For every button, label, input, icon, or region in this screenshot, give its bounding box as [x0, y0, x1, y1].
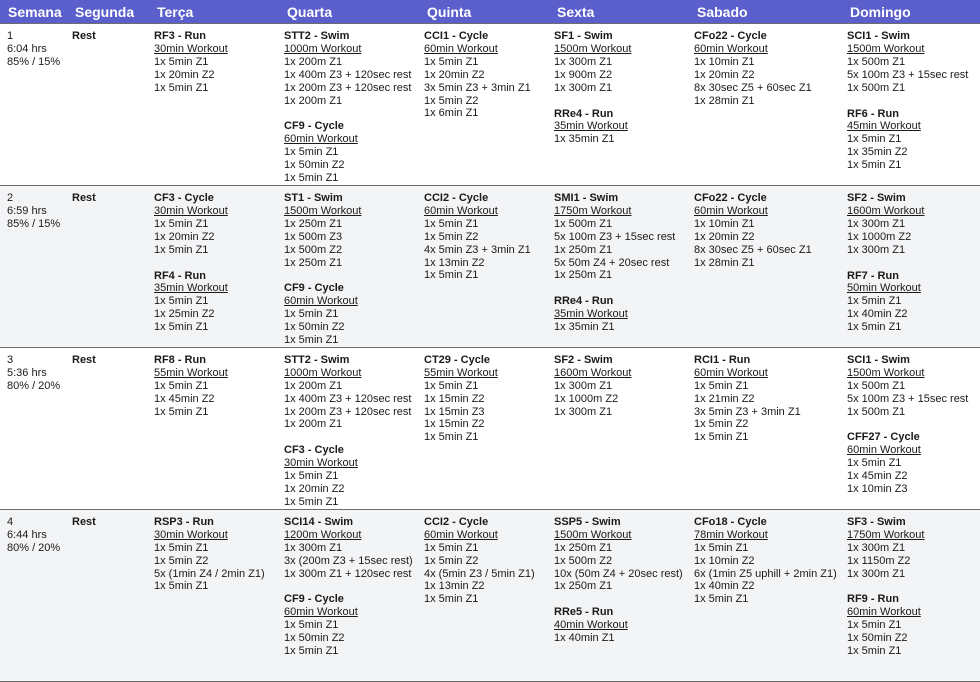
workout-step: 1x 20min Z2: [694, 230, 755, 243]
week-duration: 6:44 hrs: [7, 528, 47, 541]
workout-step: 1x 5min Z1: [424, 217, 479, 230]
workout-step: 1x 5min Z1: [284, 645, 339, 658]
workout-step: 1x 300m Z1: [554, 379, 613, 392]
workout-step: 1x 300m Z1: [554, 405, 613, 418]
workout-step: 1x 1000m Z2: [847, 230, 912, 243]
workout-step: 1x 300m Z1: [847, 243, 906, 256]
workout-title: RF6 - Run: [847, 107, 899, 120]
workout-step: 1x 250m Z1: [554, 269, 613, 282]
workout-step: 1x 10min Z1: [694, 55, 755, 68]
workout-step: 5x 100m Z3 + 15sec rest: [847, 68, 969, 81]
workout-step: 1x 200m Z1: [284, 379, 343, 392]
workout-link[interactable]: 55min Workout: [424, 366, 498, 379]
header-row: [0, 0, 980, 24]
day-cell-friday: [549, 24, 689, 186]
workout-title: CFo22 - Cycle: [694, 30, 767, 42]
workout-step: 8x 30sec Z5 + 60sec Z1: [694, 81, 812, 94]
workout-step: 1x 400m Z3 + 120sec rest: [284, 392, 412, 405]
workout-block: [554, 192, 685, 282]
workout-step: 1x 10min Z1: [694, 217, 755, 230]
workout-step: 1x 5min Z1: [154, 81, 209, 94]
workout-step: 1x 500m Z2: [554, 554, 613, 567]
workout-link[interactable]: 60min Workout: [424, 42, 498, 55]
workout-step: 1x 20min Z2: [694, 68, 755, 81]
workout-title: CCI2 - Cycle: [424, 515, 489, 528]
workout-step: 1x 500m Z1: [847, 405, 906, 418]
workout-step: 1x 15min Z2: [424, 392, 485, 405]
workout-link[interactable]: 60min Workout: [284, 133, 358, 146]
workout-title: SF2 - Swim: [847, 191, 906, 204]
workout-block: [694, 192, 838, 269]
workout-step: 1x 5min Z2: [424, 554, 479, 567]
workout-step: 1x 10min Z3: [847, 483, 908, 496]
day-cell-wednesday: [279, 347, 419, 509]
workout-title: RSP3 - Run: [154, 515, 214, 528]
week-summary-cell: [0, 24, 67, 186]
workout-title: CFF27 - Cycle: [847, 431, 920, 444]
workout-step: 1x 5min Z1: [154, 321, 209, 334]
monday-rest-cell: Rest: [72, 353, 96, 366]
workout-step: 1x 40min Z1: [554, 632, 615, 645]
workout-step: 1x 45min Z2: [847, 470, 908, 483]
workout-step: 1x 5min Z1: [284, 308, 339, 321]
workout-block: [154, 354, 275, 419]
workout-block: [154, 516, 275, 593]
day-cell-saturday: [689, 509, 842, 681]
workout-step: 1x 5min Z1: [847, 321, 902, 334]
week-number: 2: [7, 191, 14, 204]
day-cell-friday: [549, 509, 689, 681]
workout-step: 1x 300m Z1: [554, 81, 613, 94]
workout-step: 1x 5min Z1: [284, 496, 339, 508]
workout-block: [847, 270, 976, 335]
workout-title: CFo18 - Cycle: [694, 515, 767, 528]
workout-link[interactable]: 1500m Workout: [284, 204, 362, 217]
workout-step: 1x 35min Z1: [554, 133, 615, 146]
workout-step: 1x 5min Z1: [847, 457, 902, 470]
workout-step: 1x 400m Z3 + 120sec rest: [284, 68, 412, 81]
workout-link[interactable]: 60min Workout: [694, 204, 768, 217]
workout-step: 1x 5min Z1: [424, 55, 479, 68]
workout-block: [284, 593, 415, 658]
workout-step: 1x 5min Z1: [847, 295, 902, 308]
workout-block: [847, 516, 976, 581]
workout-block: [424, 30, 545, 120]
workout-step: 1x 5min Z1: [154, 379, 209, 392]
week-intensity-split: 85% / 15%: [7, 55, 61, 68]
workout-link[interactable]: 35min Workout: [554, 308, 628, 321]
day-cell-tuesday: [149, 347, 279, 509]
workout-title: SF3 - Swim: [847, 515, 906, 528]
workout-block: [847, 192, 976, 257]
workout-step: 8x 30sec Z5 + 60sec Z1: [694, 243, 812, 256]
day-cell-saturday: [689, 185, 842, 347]
workout-title: SSP5 - Swim: [554, 515, 621, 528]
workout-step: 1x 28min Z1: [694, 94, 755, 107]
workout-step: 1x 10min Z2: [694, 554, 755, 567]
workout-step: 1x 500m Z1: [847, 55, 906, 68]
workout-block: [847, 30, 976, 95]
workout-step: 1x 5min Z1: [154, 217, 209, 230]
workout-step: 1x 300m Z1: [847, 217, 906, 230]
workout-step: 1x 250m Z1: [554, 243, 613, 256]
day-cell-wednesday: [279, 509, 419, 681]
workout-step: 1x 300m Z1: [554, 55, 613, 68]
workout-step: 1x 20min Z2: [424, 68, 485, 81]
workout-step: 1x 5min Z2: [694, 418, 749, 431]
workout-step: 1x 5min Z1: [424, 541, 479, 554]
workout-step: 1x 5min Z2: [424, 94, 479, 107]
workout-block: [694, 516, 838, 606]
workout-step: 1x 5min Z1: [154, 541, 209, 554]
day-cell-friday: [549, 347, 689, 509]
header-week: Semana: [0, 0, 67, 24]
workout-step: 1x 13min Z2: [424, 256, 485, 269]
workout-title: CCI2 - Cycle: [424, 191, 489, 204]
workout-step: 1x 5min Z1: [847, 619, 902, 632]
workout-step: 1x 5min Z1: [424, 269, 479, 282]
header-sunday: Domingo: [842, 0, 980, 24]
workout-step: 1x 5min Z1: [284, 172, 339, 185]
workout-step: 1x 50min Z2: [847, 632, 908, 645]
workout-title: RF8 - Run: [154, 353, 206, 366]
workout-title: CFo22 - Cycle: [694, 191, 767, 204]
workout-block: [284, 444, 415, 509]
workout-step: 1x 5min Z1: [694, 593, 749, 606]
workout-block: [554, 516, 685, 593]
workout-step: 3x (200m Z3 + 15sec rest): [284, 554, 413, 567]
header-thursday: Quinta: [419, 0, 549, 24]
workout-title: RF7 - Run: [847, 269, 899, 282]
workout-step: 1x 5min Z1: [284, 470, 339, 483]
week-duration: 6:04 hrs: [7, 42, 47, 55]
workout-step: 1x 900m Z2: [554, 68, 613, 81]
workout-step: 1x 5min Z1: [154, 55, 209, 68]
workout-block: [554, 354, 685, 419]
workout-step: 1x 5min Z1: [424, 379, 479, 392]
workout-title: CF9 - Cycle: [284, 282, 344, 295]
workout-block: [424, 192, 545, 282]
workout-link[interactable]: 30min Workout: [154, 42, 228, 55]
workout-step: 1x 20min Z2: [154, 230, 215, 243]
workout-step: 1x 5min Z1: [424, 593, 479, 606]
workout-step: 4x 5min Z3 + 3min Z1: [424, 243, 531, 256]
workout-step: 1x 250m Z1: [284, 256, 343, 269]
week-intensity-split: 80% / 20%: [7, 541, 61, 554]
workout-block: [284, 282, 415, 347]
workout-link[interactable]: 1600m Workout: [847, 204, 925, 217]
workout-step: 3x 5min Z3 + 3min Z1: [424, 81, 531, 94]
workout-step: 1x 5min Z1: [154, 295, 209, 308]
workout-step: 1x 500m Z2: [284, 243, 343, 256]
week-intensity-split: 80% / 20%: [7, 379, 61, 392]
workout-step: 1x 5min Z1: [424, 431, 479, 444]
workout-step: 1x 40min Z2: [694, 580, 755, 593]
workout-block: [284, 516, 415, 581]
workout-step: 3x 5min Z3 + 3min Z1: [694, 405, 801, 418]
workout-link[interactable]: 1750m Workout: [847, 528, 925, 541]
workout-link[interactable]: 30min Workout: [154, 204, 228, 217]
workout-link[interactable]: 60min Workout: [694, 366, 768, 379]
workout-block: [554, 108, 685, 147]
workout-link[interactable]: 30min Workout: [154, 528, 228, 541]
workout-link[interactable]: 60min Workout: [284, 295, 358, 308]
workout-link[interactable]: 1600m Workout: [554, 366, 632, 379]
day-cell-wednesday: [279, 185, 419, 347]
workout-step: 1x 5min Z1: [284, 619, 339, 632]
workout-link[interactable]: 78min Workout: [694, 528, 768, 541]
workout-link[interactable]: 55min Workout: [154, 366, 228, 379]
workout-title: RRe4 - Run: [554, 295, 614, 308]
workout-step: 1x 250m Z1: [554, 541, 613, 554]
week-row: [0, 24, 980, 186]
workout-block: [284, 30, 415, 107]
day-cell-tuesday: [149, 509, 279, 681]
workout-title: SCI14 - Swim: [284, 515, 354, 528]
workout-block: [154, 192, 275, 257]
day-cell-thursday: [419, 347, 549, 509]
workout-step: 1x 5min Z2: [154, 554, 209, 567]
day-cell-thursday: [419, 24, 549, 186]
workout-link[interactable]: 45min Workout: [847, 120, 921, 133]
workout-step: 1x 5min Z1: [284, 334, 339, 347]
workout-step: 1x 50min Z2: [284, 321, 345, 334]
workout-step: 1x 6min Z1: [424, 107, 479, 120]
workout-title: RCI1 - Run: [694, 353, 751, 366]
workout-step: 1x 5min Z1: [847, 645, 902, 658]
workout-link[interactable]: 60min Workout: [847, 444, 921, 457]
workout-step: 1x 5min Z1: [694, 431, 749, 444]
workout-title: CF9 - Cycle: [284, 120, 344, 133]
workout-title: RF3 - Run: [154, 30, 206, 42]
week-duration: 6:59 hrs: [7, 204, 47, 217]
workout-step: 1x 5min Z1: [284, 146, 339, 159]
header-friday: Sexta: [549, 0, 689, 24]
day-cell-wednesday: [279, 24, 419, 186]
workout-link[interactable]: 1500m Workout: [554, 42, 632, 55]
workout-link[interactable]: 35min Workout: [554, 120, 628, 133]
workout-step: 1x 300m Z1 + 120sec rest: [284, 567, 412, 580]
day-cell-tuesday: [149, 24, 279, 186]
workout-step: 1x 200m Z3 + 120sec rest: [284, 81, 412, 94]
day-cell-thursday: [419, 509, 549, 681]
workout-title: SMI1 - Swim: [554, 191, 619, 204]
workout-step: 1x 300m Z1: [284, 541, 343, 554]
day-cell-friday: [549, 185, 689, 347]
workout-step: 1x 300m Z1: [847, 567, 906, 580]
workout-link[interactable]: 60min Workout: [284, 606, 358, 619]
workout-step: 1x 5min Z1: [154, 580, 209, 593]
workout-block: [154, 30, 275, 95]
workout-step: 1x 28min Z1: [694, 256, 755, 269]
workout-step: 1x 500m Z1: [847, 379, 906, 392]
workout-title: CT29 - Cycle: [424, 353, 491, 366]
workout-step: 5x (1min Z4 / 2min Z1): [154, 567, 265, 580]
workout-step: 6x (1min Z5 uphill + 2min Z1): [694, 567, 837, 580]
workout-step: 1x 15min Z2: [424, 418, 485, 431]
workout-step: 1x 200m Z1: [284, 94, 343, 107]
workout-title: ST1 - Swim: [284, 191, 343, 204]
workout-block: [847, 354, 976, 419]
monday-rest-cell: Rest: [72, 30, 96, 42]
workout-link[interactable]: 1500m Workout: [554, 528, 632, 541]
week-intensity-split: 85% / 15%: [7, 217, 61, 230]
workout-block: [284, 120, 415, 185]
workout-title: RRe4 - Run: [554, 107, 614, 120]
workout-link[interactable]: 1500m Workout: [847, 366, 925, 379]
day-cell-saturday: [689, 347, 842, 509]
workout-step: 5x 100m Z3 + 15sec rest: [554, 230, 676, 243]
workout-link[interactable]: 60min Workout: [847, 606, 921, 619]
workout-title: CCI1 - Cycle: [424, 30, 489, 42]
workout-title: SF2 - Swim: [554, 353, 613, 366]
workout-block: [554, 606, 685, 645]
workout-step: 1x 1150m Z2: [847, 554, 911, 567]
workout-step: 1x 5min Z1: [694, 541, 749, 554]
day-cell-sunday: [842, 185, 980, 347]
workout-step: 1x 20min Z2: [284, 483, 345, 496]
workout-step: 1x 35min Z2: [847, 146, 908, 159]
workout-block: [284, 192, 415, 269]
workout-block: [554, 295, 685, 334]
workout-step: 1x 200m Z1: [284, 418, 343, 431]
workout-step: 1x 5min Z1: [154, 405, 209, 418]
week-number: 4: [7, 515, 14, 528]
schedule-body: [0, 24, 980, 682]
day-cell-tuesday: [149, 185, 279, 347]
workout-step: 1x 5min Z1: [847, 133, 902, 146]
week-row: [0, 347, 980, 509]
workout-link[interactable]: 60min Workout: [694, 42, 768, 55]
workout-link[interactable]: 1000m Workout: [284, 42, 362, 55]
workout-step: 1x 5min Z1: [694, 379, 749, 392]
week-summary-cell: [0, 185, 67, 347]
workout-step: 1x 250m Z1: [284, 217, 343, 230]
workout-title: SF1 - Swim: [554, 30, 613, 42]
week-summary-cell: [0, 347, 67, 509]
workout-step: 1x 40min Z2: [847, 308, 908, 321]
header-wednesday: Quarta: [279, 0, 419, 24]
monday-rest-cell: Rest: [67, 509, 149, 681]
header-saturday: Sabado: [689, 0, 842, 24]
workout-title: CF3 - Cycle: [154, 191, 214, 204]
monday-rest-cell: Rest: [67, 185, 149, 347]
workout-link[interactable]: 40min Workout: [554, 619, 628, 632]
workout-step: 1x 250m Z1: [554, 580, 613, 593]
workout-block: [847, 108, 976, 173]
workout-title: RF4 - Run: [154, 269, 206, 282]
day-cell-saturday: [689, 24, 842, 186]
workout-title: SCI1 - Swim: [847, 353, 910, 366]
workout-step: 5x 50m Z4 + 20sec rest: [554, 256, 670, 269]
week-duration: 5:36 hrs: [7, 366, 47, 379]
workout-step: 1x 300m Z1: [847, 541, 906, 554]
workout-link[interactable]: 35min Workout: [154, 282, 228, 295]
workout-step: 1x 21min Z2: [694, 392, 755, 405]
week-row: [0, 509, 980, 681]
workout-title: CF9 - Cycle: [284, 593, 344, 606]
workout-block: [847, 593, 976, 658]
workout-step: 1x 500m Z1: [847, 81, 906, 94]
workout-title: RF9 - Run: [847, 593, 899, 606]
workout-step: 1x 45min Z2: [154, 392, 215, 405]
workout-block: [694, 30, 838, 107]
workout-step: 1x 200m Z1: [284, 55, 343, 68]
workout-block: [424, 354, 545, 444]
week-number: 3: [7, 353, 14, 366]
workout-step: 5x 100m Z3 + 15sec rest: [847, 392, 969, 405]
workout-link[interactable]: 1200m Workout: [284, 528, 362, 541]
workout-step: 1x 500m Z1: [554, 217, 613, 230]
day-cell-sunday: [842, 24, 980, 186]
workout-step: 1x 35min Z1: [554, 321, 615, 334]
workout-step: 10x (50m Z4 + 20sec rest): [554, 567, 683, 580]
workout-block: [154, 270, 275, 335]
workout-link[interactable]: 50min Workout: [847, 282, 921, 295]
workout-link[interactable]: 1750m Workout: [554, 204, 632, 217]
workout-step: 1x 500m Z3: [284, 230, 343, 243]
workout-title: STT2 - Swim: [284, 353, 350, 366]
workout-block: [424, 516, 545, 606]
workout-link[interactable]: 60min Workout: [424, 204, 498, 217]
workout-title: STT2 - Swim: [284, 30, 350, 42]
workout-step: 1x 1000m Z2: [554, 392, 619, 405]
workout-block: [284, 354, 415, 431]
day-cell-thursday: [419, 185, 549, 347]
workout-step: 1x 50min Z2: [284, 632, 345, 645]
workout-step: 1x 13min Z2: [424, 580, 485, 593]
workout-step: 1x 25min Z2: [154, 308, 215, 321]
workout-title: SCI1 - Swim: [847, 30, 910, 42]
workout-title: RRe5 - Run: [554, 606, 614, 619]
week-number: 1: [7, 30, 14, 42]
workout-step: 1x 5min Z1: [154, 243, 209, 256]
workout-step: 1x 50min Z2: [284, 159, 345, 172]
workout-step: 1x 5min Z2: [424, 230, 479, 243]
workout-step: 1x 200m Z3 + 120sec rest: [284, 405, 412, 418]
workout-step: 1x 20min Z2: [154, 68, 215, 81]
workout-link[interactable]: 60min Workout: [424, 528, 498, 541]
week-row: [0, 185, 980, 347]
week-summary-cell: [0, 509, 67, 681]
workout-step: 1x 15min Z3: [424, 405, 485, 418]
workout-block: [694, 354, 838, 444]
workout-link[interactable]: 1000m Workout: [284, 366, 362, 379]
workout-block: [554, 30, 685, 95]
workout-title: CF3 - Cycle: [284, 444, 344, 457]
workout-link[interactable]: 30min Workout: [284, 457, 358, 470]
workout-step: 4x (5min Z3 / 5min Z1): [424, 567, 535, 580]
workout-step: 1x 5min Z1: [847, 159, 902, 172]
header-tuesday: Terça: [149, 0, 279, 24]
day-cell-sunday: [842, 509, 980, 681]
header-monday: Segunda: [67, 0, 149, 24]
workout-block: [847, 431, 976, 496]
workout-link[interactable]: 1500m Workout: [847, 42, 925, 55]
day-cell-sunday: [842, 347, 980, 509]
